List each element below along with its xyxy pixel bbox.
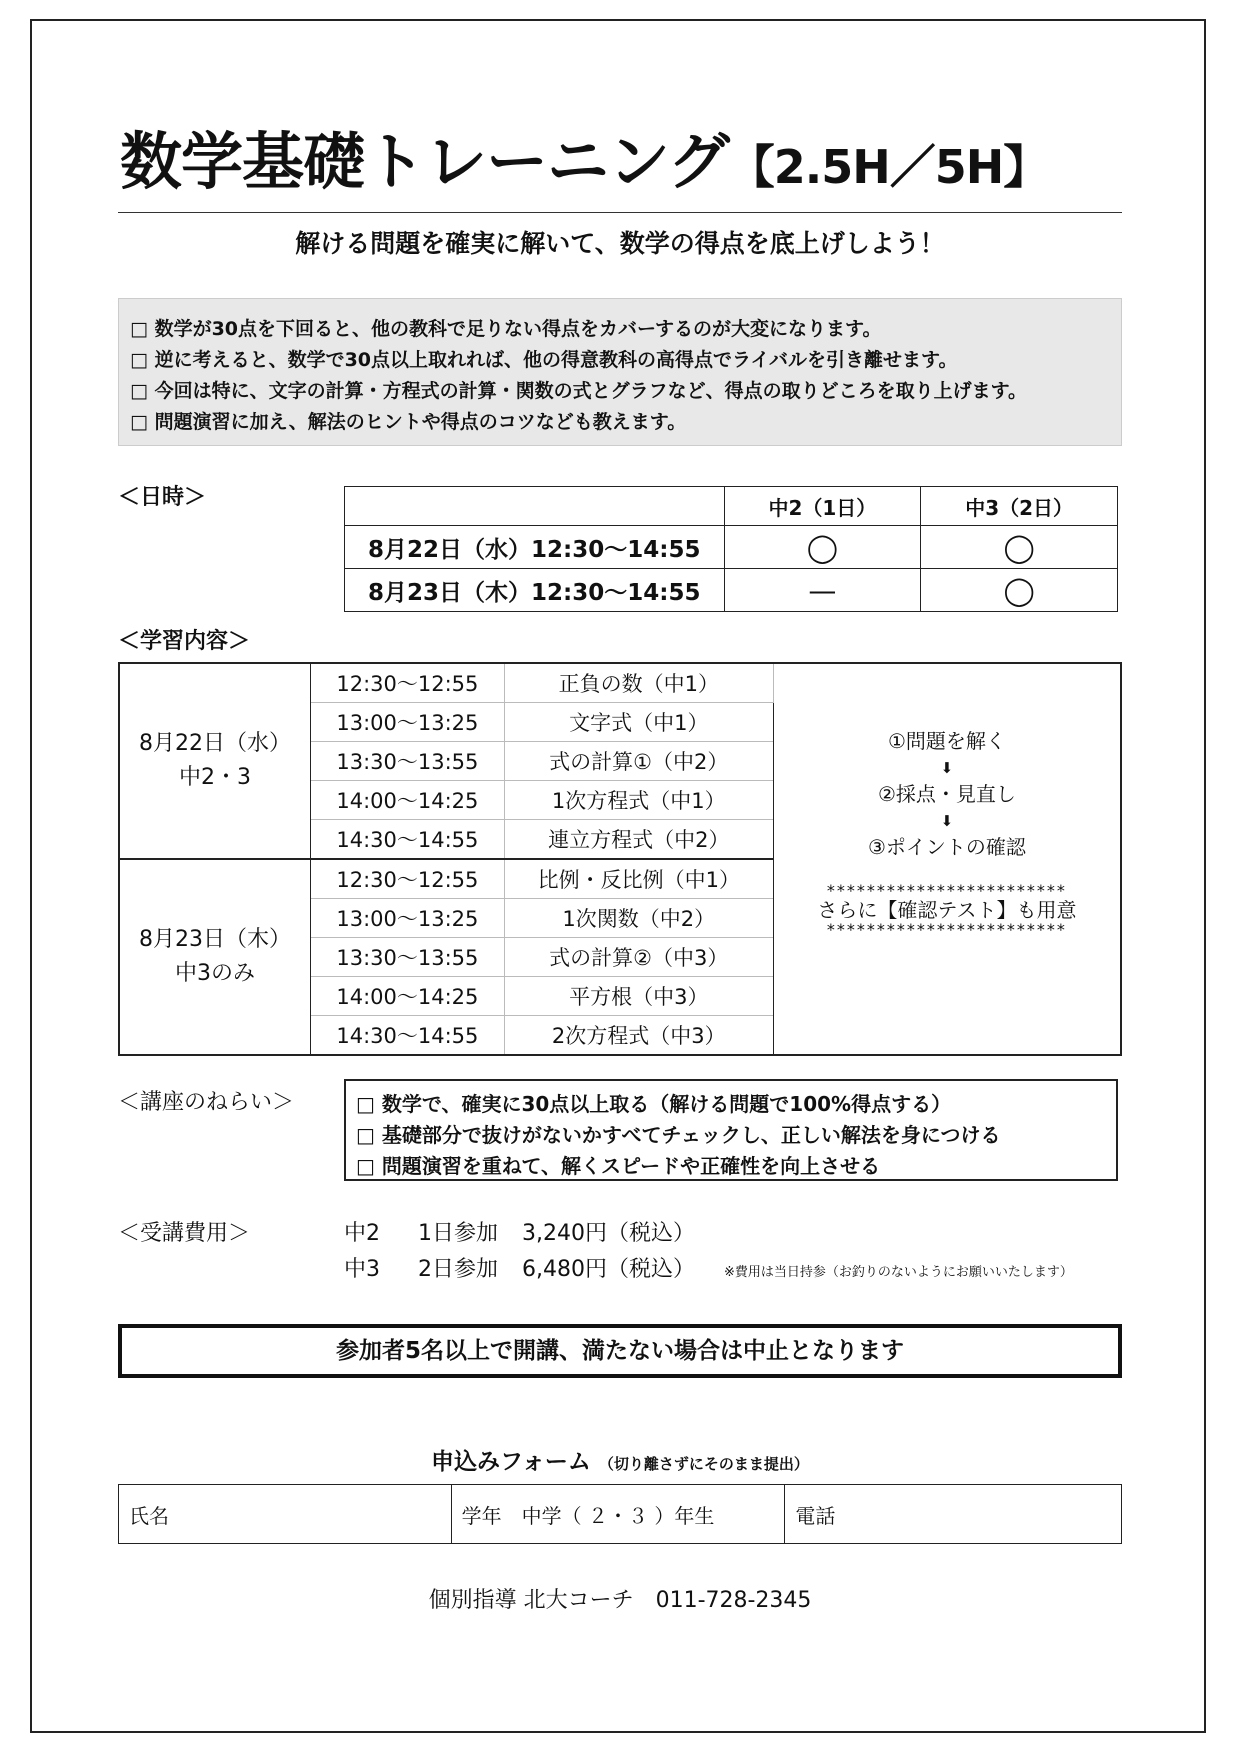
- datetime-header-cell: [345, 487, 725, 526]
- extra-note: さらに【確認テスト】も用意: [817, 898, 1077, 922]
- session-time: 14:30〜14:55: [311, 820, 505, 860]
- datetime-table: [344, 486, 1118, 612]
- day-grade: 中2・3: [179, 765, 252, 790]
- datetime-header-cell: 中2（1日）: [724, 487, 921, 526]
- datetime-mark: ◯: [921, 569, 1118, 612]
- fees-heading: ＜受講費用＞: [118, 1221, 251, 1246]
- process-cell: [773, 663, 1121, 1055]
- intro-item: □ 逆に考えると、数学で30点以上取れれば、他の得意教科の高得点でライバルを引き離せます。: [130, 349, 958, 371]
- fee-grade: 中2: [344, 1221, 380, 1246]
- form-title: [118, 1443, 1122, 1476]
- intro-item: □ 数学が30点を下回ると、他の教科で足りない得点をカバーするのが大変になります。: [130, 318, 882, 340]
- form-row: [119, 1485, 1122, 1544]
- goal-item: □ 数学で、確実に30点以上取る（解ける問題で100%得点する）: [356, 1092, 952, 1116]
- page-title: [120, 112, 1048, 201]
- session-time: 14:00〜14:25: [311, 977, 505, 1016]
- intro-box: [118, 298, 1122, 446]
- step-2: ②採点・見直し: [877, 782, 1016, 806]
- datetime-mark: —: [724, 569, 921, 612]
- arrow-down-icon: ⬇: [940, 812, 954, 830]
- content-table: [118, 662, 1122, 1056]
- intro-item: □ 今回は特に、文字の計算・方程式の計算・関数の式とグラフなど、得点の取りどころを取り上げます。: [130, 380, 1028, 402]
- datetime-header-row: [345, 487, 1118, 526]
- fee-price: 3,240円（税込）: [522, 1221, 695, 1246]
- title-divider: [118, 212, 1122, 213]
- application-form: [118, 1484, 1122, 1544]
- goal-item: □ 問題演習を重ねて、解くスピードや正確性を向上させる: [356, 1154, 881, 1178]
- goals-box: [344, 1079, 1118, 1181]
- datetime-date: 8月23日（木）12:30〜14:55: [345, 569, 725, 612]
- session-time: 14:30〜14:55: [311, 1016, 505, 1056]
- fee-grade: 中3: [344, 1257, 380, 1282]
- form-title-main: 申込みフォーム: [431, 1449, 591, 1475]
- fee-days: 1日参加: [418, 1221, 498, 1246]
- session-topic: 式の計算②（中3）: [504, 938, 773, 977]
- datetime-heading: ＜日時＞: [118, 485, 207, 510]
- fee-price: 6,480円（税込）: [522, 1257, 695, 1282]
- day-grade: 中3のみ: [175, 961, 256, 986]
- datetime-row: [345, 526, 1118, 569]
- datetime-mark: ◯: [724, 526, 921, 569]
- session-time: 13:00〜13:25: [311, 703, 505, 742]
- datetime-header-cell: 中3（2日）: [921, 487, 1118, 526]
- session-topic: 文字式（中1）: [504, 703, 773, 742]
- page-subtitle: 解ける問題を確実に解いて、数学の得点を底上げしよう！: [295, 229, 945, 258]
- datetime-row: [345, 569, 1118, 612]
- session-topic: 式の計算①（中2）: [504, 742, 773, 781]
- goals-heading: ＜講座のねらい＞: [118, 1090, 295, 1115]
- day-cell: [119, 663, 311, 859]
- session-topic: 1次関数（中2）: [504, 899, 773, 938]
- day-date: 8月22日（水）: [139, 731, 292, 756]
- content-heading: ＜学習内容＞: [118, 629, 251, 654]
- session-topic: 連立方程式（中2）: [504, 820, 773, 860]
- session-time: 13:30〜13:55: [311, 742, 505, 781]
- session-row: [119, 663, 1121, 703]
- day-cell: [119, 859, 311, 1055]
- goal-item: □ 基礎部分で抜けがないかすべてチェックし、正しい解法を身につける: [356, 1123, 1001, 1147]
- arrow-down-icon: ⬇: [940, 759, 954, 777]
- session-time: 13:30〜13:55: [311, 938, 505, 977]
- datetime-date: 8月22日（水）12:30〜14:55: [345, 526, 725, 569]
- fee-note: ※費用は当日持参（お釣りのないようにお願いいたします）: [724, 1265, 1073, 1280]
- title-sub: 【2.5H／5H】: [728, 140, 1049, 194]
- intro-item: □ 問題演習に加え、解法のヒントや得点のコツなども教えます。: [130, 411, 687, 433]
- stars-line: ************************: [826, 881, 1067, 900]
- session-topic: 2次方程式（中3）: [504, 1016, 773, 1056]
- step-3: ③ポイントの確認: [867, 835, 1026, 859]
- stars-line: ************************: [826, 920, 1067, 939]
- day-date: 8月23日（木）: [139, 927, 292, 952]
- session-topic: 比例・反比例（中1）: [504, 859, 773, 899]
- session-topic: 平方根（中3）: [504, 977, 773, 1016]
- session-time: 13:00〜13:25: [311, 899, 505, 938]
- step-1: ①問題を解く: [887, 729, 1006, 753]
- session-time: 12:30〜12:55: [311, 663, 505, 703]
- datetime-mark: ◯: [921, 526, 1118, 569]
- fee-days: 2日参加: [418, 1257, 498, 1282]
- session-time: 14:00〜14:25: [311, 781, 505, 820]
- phone-field[interactable]: 電話: [785, 1485, 1122, 1544]
- title-main: 数学基礎トレーニング: [120, 125, 729, 198]
- grade-field[interactable]: 学年 中学（ ２・３ ）年生: [451, 1485, 785, 1544]
- footer-contact: 個別指導 北大コーチ 011-728-2345: [428, 1588, 812, 1613]
- session-time: 12:30〜12:55: [311, 859, 505, 899]
- notice-box: 参加者5名以上で開講、満たない場合は中止となります: [118, 1324, 1122, 1378]
- session-topic: 1次方程式（中1）: [504, 781, 773, 820]
- name-field[interactable]: 氏名: [119, 1485, 452, 1544]
- session-topic: 正負の数（中1）: [504, 663, 773, 703]
- form-title-sub: （切り離さずにそのまま提出）: [598, 1455, 809, 1473]
